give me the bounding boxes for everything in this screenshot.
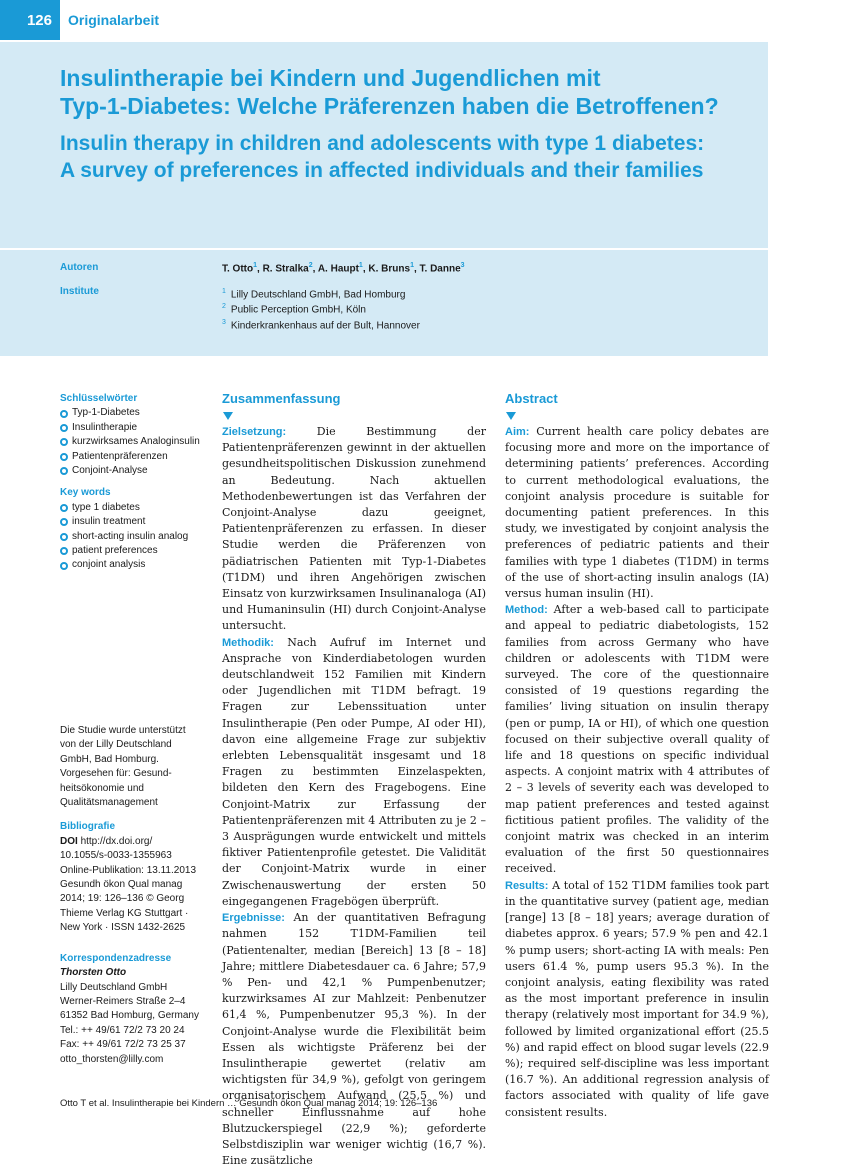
circle-bullet-icon [60,547,68,555]
keyword-text: type 1 diabetes [72,501,140,513]
keywords-de-list [60,406,210,478]
sidebar-line: Thieme Verlag KG Stuttgart · [60,907,189,919]
abstract-paragraph [222,910,486,1169]
paragraph-text: Die Bestimmung der Patientenpräferenzen gewinnt in der aktuellen gesundheitspolitischen Diskussion zunehmend an Bedeutung. Nach aktuellen Methodenbewertungen ist das Verfahren der Conjoint-Analyse dazu geeignet, Patientenpräferenzen zu erfassen. In dieser Studie werden die Präferenzen von pädiatrischen Patienten mit Typ-1-Diabetes (T1DM) und ihren Angehörigen zwischen Einsatz von kurzwirksamen Insulinanaloga (AI) und Humaninsulin (HI) durch Conjoint-Analyse untersucht. [222,425,486,633]
title-english [60,130,765,184]
circle-bullet-icon [60,438,68,446]
section-label: Originalarbeit [68,12,160,28]
paragraph-lead: Aim: [505,426,530,438]
institutes-label: Institute [60,286,99,297]
keyword-item [60,558,210,572]
sidebar-line: 61352 Bad Homburg, Germany [60,1010,199,1022]
triangle-down-icon [506,412,516,420]
abstract-paragraph [222,424,486,635]
institute-name: Lilly Deutschland GmbH, Bad Homburg [230,289,406,301]
paragraph-lead: Method: [505,604,548,617]
sidebar-line: Vorgesehen für: Gesund- [60,768,172,780]
sidebar-line: 2014; 19: 126–136 © Georg [60,893,185,905]
keyword-text: Conjoint-Analyse [72,465,148,477]
circle-bullet-icon [60,467,68,475]
abstract-body [505,424,769,1121]
sidebar-line: New York · ISSN 1432-2625 [60,922,186,934]
sidebar-line: Lilly Deutschland GmbH [60,981,168,993]
sidebar-line: Gesundh ökon Qual manag [60,879,183,891]
author-affiliation-sup: 3 [460,262,465,269]
sidebar-line: von der Lilly Deutschland [60,739,172,751]
keyword-item [60,515,210,529]
circle-bullet-icon [60,424,68,432]
bibliography-lines [60,849,210,935]
abstract-paragraph [505,878,769,1121]
paragraph-text: An der quantitativen Befragung nahmen 152 T1DM-Familien teil (Patientenalter, median [Bereich] 13 [8 – 18] Jahre; mittlere Diabetesdauer ca. 6 Jahre; 57,9 % Pen- und 42,1 % Pumpenbenutzer; kurzwirksames AI zur Mahlzeit: Penbenutzer 61,4 %, Pumpenbenutzer 95,3 %). In der Conjoint-Analyse wurde die Flexibilität beim Essen als wichtigste Präferenz bei der Insulintherapie gewertet (relativ am wichtigsten für 34,9 %), gefolgt von geringem organisatorischem Aufwand (25,5 %) und schneller Einflussnahme auf hohe Blutzuckerspiegel (22,9 %); geforderte Selbstdisziplin war weniger wichtig (16,7 %). Eine zusätzliche [222,911,486,1168]
author-separator: , [362,263,369,275]
author-name: A. Haupt [317,263,359,275]
keyword-item [60,530,210,544]
zusammenfassung-heading: Zusammenfassung [222,391,341,406]
institute-item [222,317,420,332]
title-english-line1: Insulin therapy in children and adolescents with type 1 diabetes: [60,132,705,155]
institute-sup: 2 [222,303,226,311]
paragraph-lead: Results: [505,879,549,892]
institute-name: Kinderkrankenhaus auf der Bult, Hannover [230,319,420,331]
keyword-item [60,421,210,435]
author-separator: , [257,263,263,275]
author-separator: , [413,263,420,275]
correspondence-name: Thorsten Otto [60,967,127,979]
abstract-paragraph [222,635,486,910]
sidebar-line: Die Studie wurde unterstützt [60,725,186,736]
keyword-item [60,464,210,478]
author-name: T. Otto [222,263,254,275]
keyword-item [60,544,210,558]
paragraph-lead: Methodik: [222,636,274,649]
doi-link[interactable]: http://dx.doi.org/ [80,835,153,847]
triangle-down-icon [223,412,233,420]
authors-label: Autoren [60,262,99,273]
sidebar-line: Online-Publikation: 13.11.2013 [60,864,197,876]
circle-bullet-icon [60,518,68,526]
correspondence-heading: Korrespondenzadresse [60,952,172,964]
sidebar-line: GmbH, Bad Homburg. [60,753,159,765]
circle-bullet-icon [60,453,68,461]
abstract-paragraph [505,602,769,877]
institute-item [222,286,420,301]
sidebar-line: otto_thorsten@lilly.com [60,1053,164,1065]
circle-bullet-icon [60,410,68,418]
paragraph-lead: Ergebnisse: [222,912,285,925]
title-german-line1: Insulintherapie bei Kindern und Jugendlichen mit [60,65,601,91]
keyword-text: kurzwirksames Analoginsulin [72,436,200,448]
institutes-list [222,286,420,332]
sidebar-lower [60,724,210,1067]
sidebar-line: Qualitätsmanagement [60,797,158,809]
bibliography-heading: Bibliografie [60,821,116,833]
authors-list [222,262,465,274]
keyword-item [60,406,210,420]
keyword-text: Insulintherapie [72,421,138,433]
author-affiliation-sup: 1 [253,262,258,269]
paragraph-text: Current health care policy debates are focusing more and more on the importance of determining patients’ preferences. According to current methodological evaluations, the conjoint analysis procedure is suitable for documenting patient preferences. In this study, we investigated by conjoint analysis the preferences of pediatric patients and their families with type 1 diabetes (T1DM) in terms of the use of short-acting insulin analogs (IA) versus human insulin (HI). [505,425,769,601]
doi-label: DOI [60,835,78,847]
sidebar-line: heitsökonomie und [60,782,144,794]
zusammenfassung-body [222,424,486,1169]
institute-name: Public Perception GmbH, Köln [230,304,366,316]
institute-item [222,301,420,316]
correspondence-lines [60,981,210,1067]
zusammenfassung-column [222,390,486,1169]
circle-bullet-icon [60,562,68,570]
paragraph-lead: Zielsetzung: [222,426,287,438]
author-affiliation-sup: 1 [358,262,363,269]
title-german [60,64,765,120]
keywords-en-list [60,501,210,573]
sidebar-line: Werner-Reimers Straße 2–4 [60,995,186,1007]
keyword-text: patient preferences [72,545,158,557]
paragraph-text: Nach Aufruf im Internet und Ansprache von Kinderdiabetologen wurden deutschlandweit 152 Familien mit Kindern oder Jugendlichen mit T1DM befragt. 19 Fragen zur Lebenssituation unter Insulintherapie (Pen oder Pumpe, AI oder HI), davon eine allgemeine Frage zur subjektiv erlebten Lebensqualität insgesamt und 18 Fragen zu bestimmten Einzelaspekten, bildeten den Kern des Fragebogens. Eine Conjoint-Matrix zur Erfassung der Patientenpräferenzen mit 4 Attributen zu je 2 – 3 Ausprägungen wurde entwickelt und mittels fiktiver Patientenprofile getestet. Die Validität der Conjoint-Matrix wurde in einer Zwischenauswertung der ersten 50 eingegangenen Fragebögen überprüft. [222,635,486,908]
keyword-item [60,450,210,464]
author-separator: , [312,263,318,275]
sidebar-line: Fax: ++ 49/61 72/2 73 25 37 [60,1039,186,1051]
author-name: T. Danne [419,263,461,275]
keyword-item [60,501,210,515]
author-affiliation-sup: 1 [410,262,414,269]
header-band [60,0,768,40]
sidebar-line: Tel.: ++ 49/61 72/2 73 20 24 [60,1024,185,1036]
author-affiliation-sup: 2 [308,262,313,269]
keywords-de-heading: Schlüsselwörter [60,393,138,404]
keyword-text: conjoint analysis [72,559,146,571]
circle-bullet-icon [60,504,68,512]
institute-sup: 3 [222,318,226,326]
author-name: R. Stralka [262,263,309,275]
title-german-line2: Typ-1-Diabetes: Welche Präferenzen haben die Betroffenen? [60,93,719,119]
sidebar-line: 10.1055/s-0033-1355963 [60,850,172,862]
abstract-column [505,390,769,1121]
abstract-heading: Abstract [505,391,558,406]
keywords-en-heading: Key words [60,487,111,499]
keyword-text: insulin treatment [72,516,146,528]
keyword-item [60,435,210,449]
paragraph-text: After a web-based call to participate and appeal to pediatric diabetologists, 152 families from across Germany who have children or adolescents with T1DM were surveyed. The core of the questionnaire consisted of 19 questions regarding the families’ living situation on insulin therapy (pen or pump, IA or HI), of which one question focused on their subjective overall quality of life and 18 questions on specific individual aspects. A conjoint matrix with 4 attributes of 2 – 3 levels of severity each was developed to map patient preferences and tested against fictitious patient profiles. The validity of the conjoint matrix was checked in an interim evaluation of the first 50 questionnaires received. [505,603,769,876]
author-name: K. Bruns [368,263,411,275]
keyword-text: short-acting insulin analog [72,530,189,542]
footer-citation: Otto T et al. Insulintherapie bei Kindern … Gesundh ökon Qual manag 2014; 19: 126–136 [60,1098,438,1109]
abstract-paragraph [505,424,769,602]
keywords-sidebar [60,392,210,581]
doi-line [60,835,210,849]
paragraph-text: A total of 152 T1DM families took part in the quantitative survey (patient age, median [range] 13 [8 – 18] years; average duration of diabetes approx. 6 years; 57.9 % pen and 42.1 % pump users; short-acting IA with meals: Pen users 61.4 %, pump users 95.3 %). In the conjoint analysis, eating flexibility was rated as the most important preference in insulin therapy (relatively most important for 34.9 %), followed by limited organizational effort (25.5 %) and rapid effect on blood sugar levels (22.9 %); required self-discipline was less important (16.7 %). An additional regression analysis of factors associated with quality of life gave consistent results. [505,878,769,1119]
title-english-line2: A survey of preferences in affected individuals and their families [60,159,704,182]
institute-sup: 1 [222,288,226,295]
keyword-text: Patientenpräferenzen [72,450,168,462]
support-note [60,724,210,810]
keyword-text: Typ-1-Diabetes [72,407,140,419]
circle-bullet-icon [60,533,68,541]
page-number: 126 [0,0,60,40]
